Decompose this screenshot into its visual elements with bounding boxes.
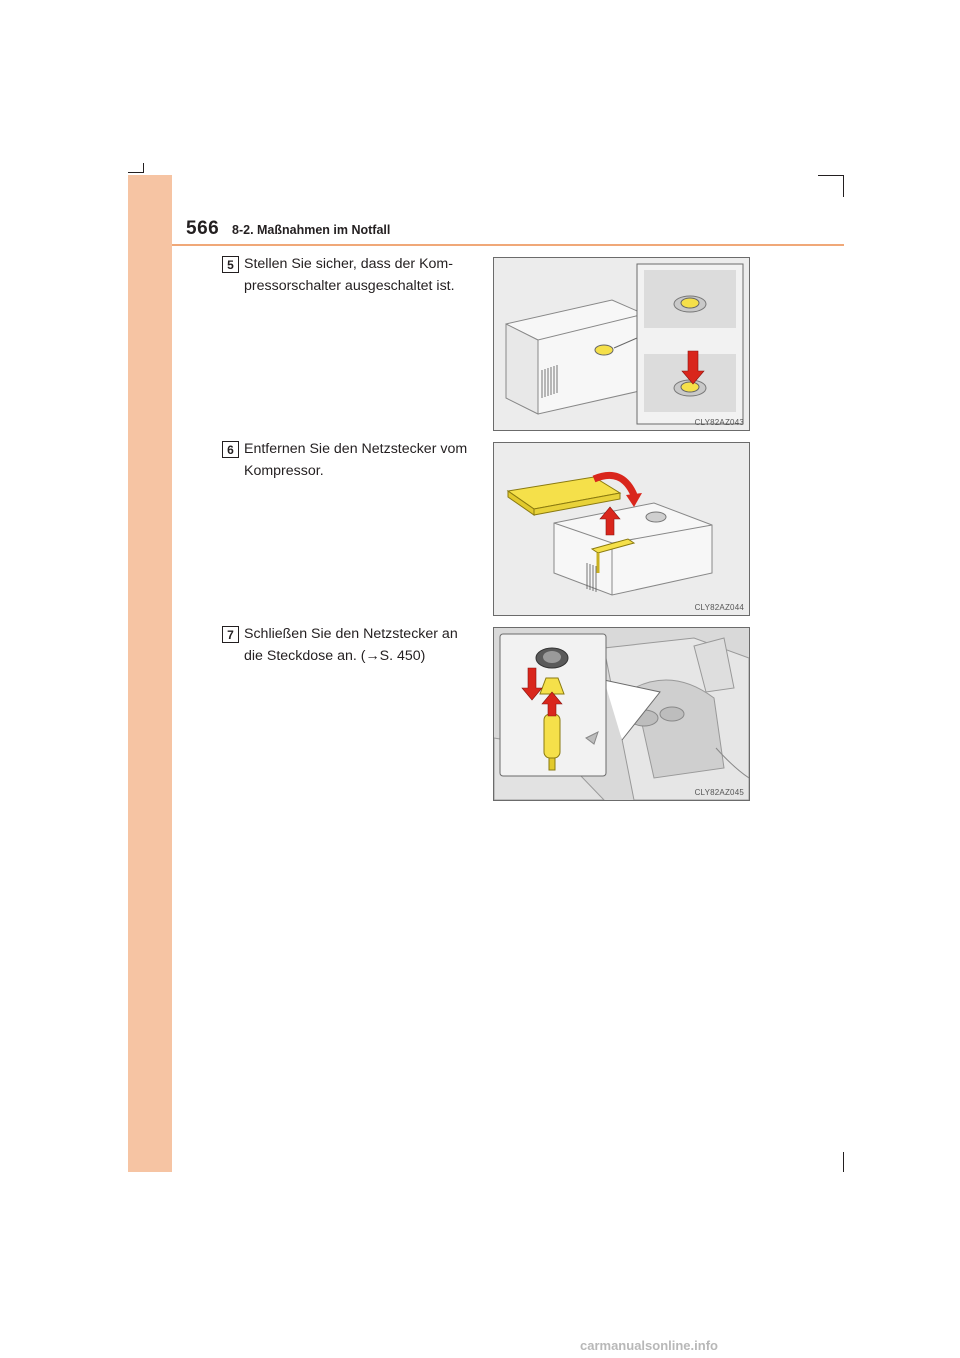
section-title: 8-2. Maßnahmen im Notfall: [232, 223, 391, 237]
step-instruction-line: Schließen Sie den Netzstecker an: [244, 626, 458, 642]
figure-remove-plug: [493, 442, 750, 616]
step-instruction-line: Kompressor.: [244, 463, 324, 479]
step-number-badge: 5: [222, 256, 239, 273]
compressor-switch-illustration: [494, 258, 749, 430]
figure-code: CLY82AZ045: [694, 788, 744, 797]
remove-plug-illustration: [494, 443, 749, 615]
step-number-badge: 7: [222, 626, 239, 643]
figure-connect-socket: [493, 627, 750, 801]
header-rule: [172, 244, 844, 246]
step-number-badge: 6: [222, 441, 239, 458]
chapter-tab-strip: [128, 175, 172, 1172]
page-number: 566: [186, 218, 220, 239]
crop-mark-top-left-v: [143, 163, 144, 173]
crop-mark-bottom-right: [843, 1152, 844, 1172]
figure-compressor-switch: [493, 257, 750, 431]
crop-mark-top-right: [818, 175, 844, 176]
figure-code: CLY82AZ044: [694, 603, 744, 612]
step-instruction-line: die Steckdose an. (→S. 450): [244, 648, 426, 664]
connect-socket-illustration: [494, 628, 749, 800]
step-instruction: [244, 438, 482, 482]
step-instruction-line: pressorschalter ausgeschaltet ist.: [244, 278, 455, 294]
figure-code: CLY82AZ043: [694, 418, 744, 427]
crop-mark-top-left: [128, 172, 144, 173]
step-instruction-line: Stellen Sie sicher, dass der Kom-: [244, 256, 453, 272]
step-instruction: [244, 253, 482, 297]
step-instruction: [244, 623, 482, 667]
crop-mark-top-right-v: [843, 175, 844, 197]
step-instruction-line: Entfernen Sie den Netzstecker vom: [244, 441, 468, 457]
watermark: carmanualsonline.info: [580, 1338, 718, 1353]
